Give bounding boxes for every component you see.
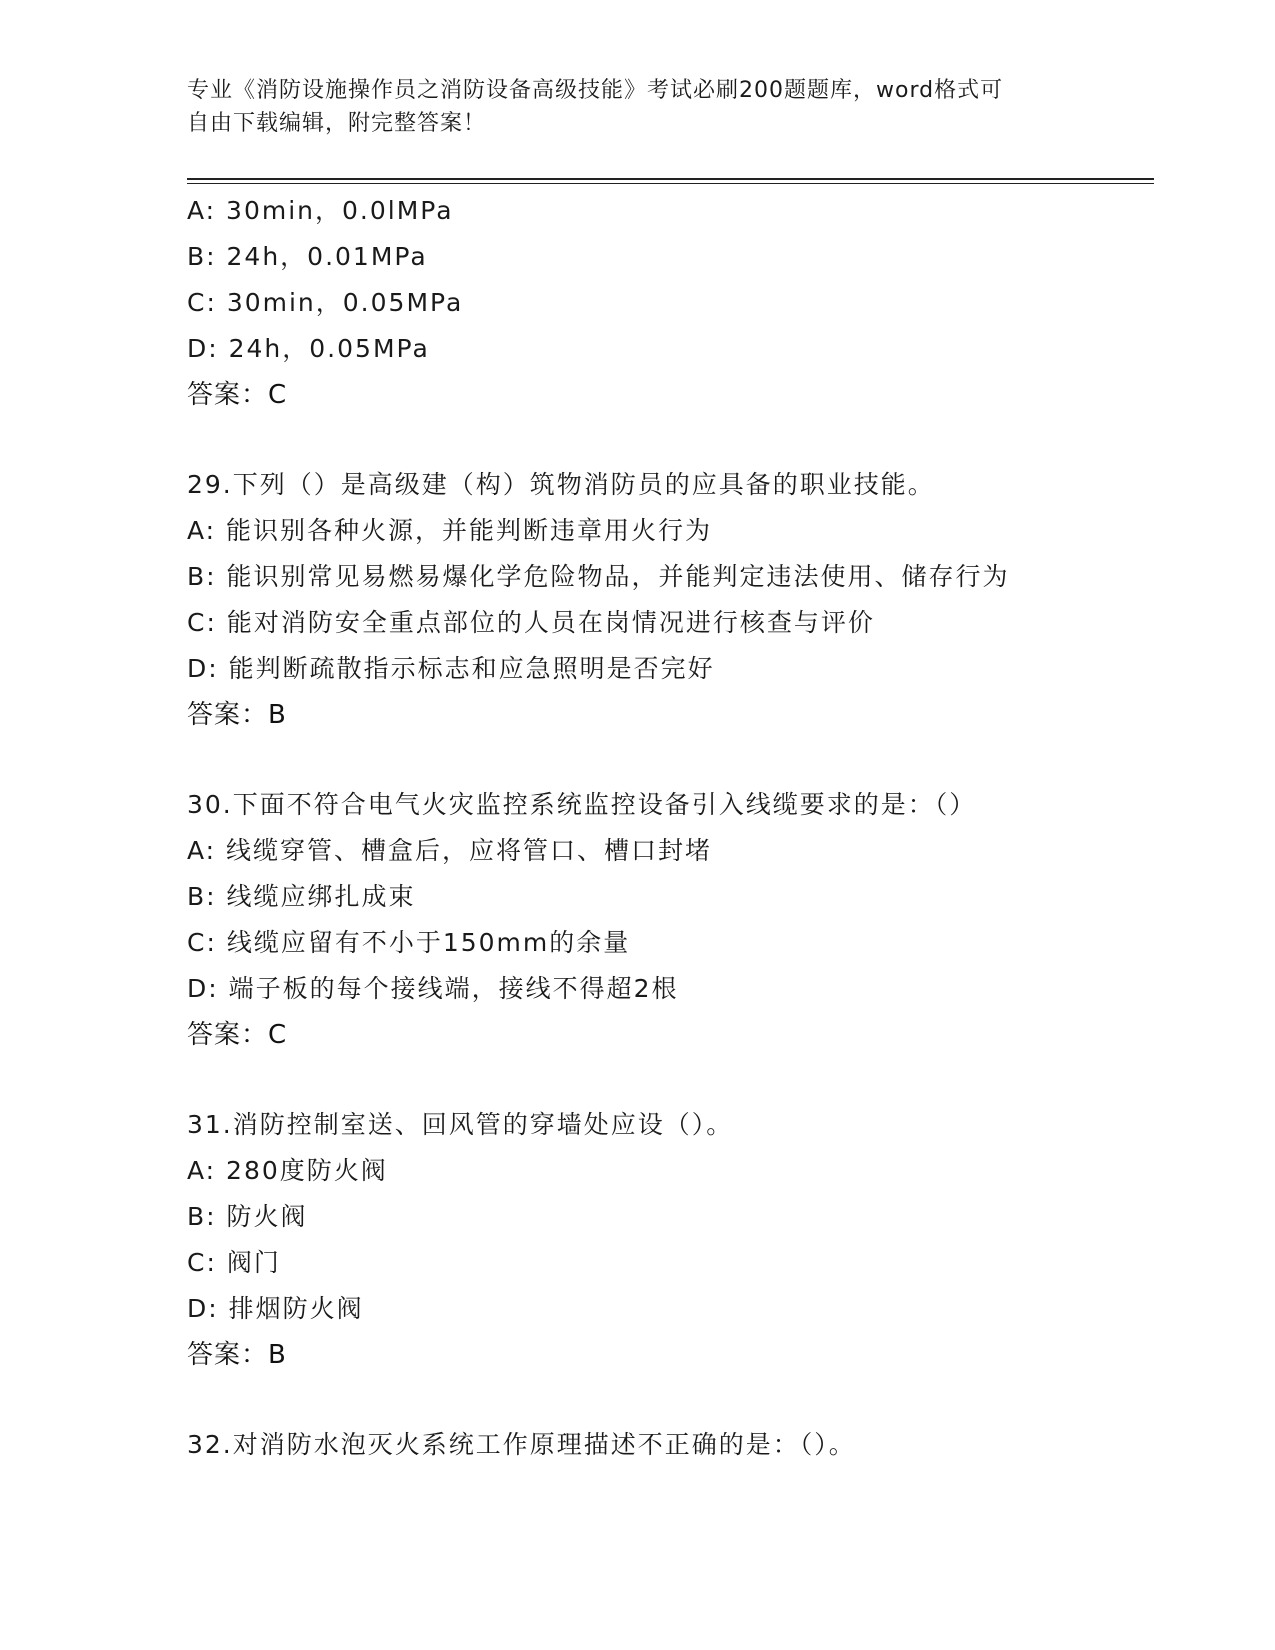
- option-a: A: 能识别各种火源，并能判断违章用火行为: [187, 516, 713, 545]
- option-c: C: 线缆应留有不小于150mm的余量: [187, 928, 631, 957]
- option-b: B: 能识别常见易燃易爆化学危险物品，并能判定违法使用、储存行为: [187, 562, 1010, 591]
- option-d: D: 排烟防火阀: [187, 1294, 364, 1323]
- question-text: 31.消防控制室送、回风管的穿墙处应设（）。: [187, 1110, 734, 1139]
- header-divider-thin: [187, 183, 1154, 184]
- question-31-block: [187, 1102, 1147, 1378]
- answer-line: 答案：C: [187, 380, 288, 410]
- option-d: D: 端子板的每个接线端，接线不得超2根: [187, 974, 679, 1003]
- option-a: A: 线缆穿管、槽盒后，应将管口、槽口封堵: [187, 836, 713, 865]
- option-b: B: 防火阀: [187, 1202, 308, 1231]
- question-32-block: [187, 1422, 1147, 1468]
- header-divider-thick: [187, 178, 1154, 180]
- header-line-1: 专业《消防设施操作员之消防设备高级技能》考试必刷200题题库，word格式可: [187, 78, 1004, 103]
- spacer: [187, 738, 1147, 782]
- option-d: D: 能判断疏散指示标志和应急照明是否完好: [187, 654, 715, 683]
- question-29-block: [187, 462, 1147, 738]
- header-line-2: 自由下载编辑，附完整答案！: [187, 111, 487, 136]
- option-a: A: 280度防火阀: [187, 1156, 388, 1185]
- option-b: B: 线缆应绑扎成束: [187, 882, 416, 911]
- spacer: [187, 1378, 1147, 1422]
- answer-line: 答案：C: [187, 1020, 288, 1050]
- question-text: 32.对消防水泡灭火系统工作原理描述不正确的是：（）。: [187, 1430, 856, 1459]
- option-d: D: 24h，0.05MPa: [187, 334, 430, 363]
- answer-line: 答案：B: [187, 700, 287, 730]
- question-30-block: [187, 782, 1147, 1058]
- answer-line: 答案：B: [187, 1340, 287, 1370]
- spacer: [187, 1058, 1147, 1102]
- question-text: 29.下列（）是高级建（构）筑物消防员的应具备的职业技能。: [187, 470, 935, 499]
- question-text: 30.下面不符合电气火灾监控系统监控设备引入线缆要求的是：（）: [187, 790, 977, 819]
- option-c: C: 30min，0.05MPa: [187, 288, 464, 317]
- document-header: [187, 74, 1077, 140]
- option-c: C: 能对消防安全重点部位的人员在岗情况进行核查与评价: [187, 608, 875, 637]
- spacer: [187, 418, 1147, 462]
- option-c: C: 阀门: [187, 1248, 281, 1277]
- question-28-block: [187, 188, 1147, 418]
- question-list: [187, 188, 1147, 1468]
- option-b: B: 24h，0.01MPa: [187, 242, 428, 271]
- option-a: A: 30min，0.0lMPa: [187, 196, 454, 225]
